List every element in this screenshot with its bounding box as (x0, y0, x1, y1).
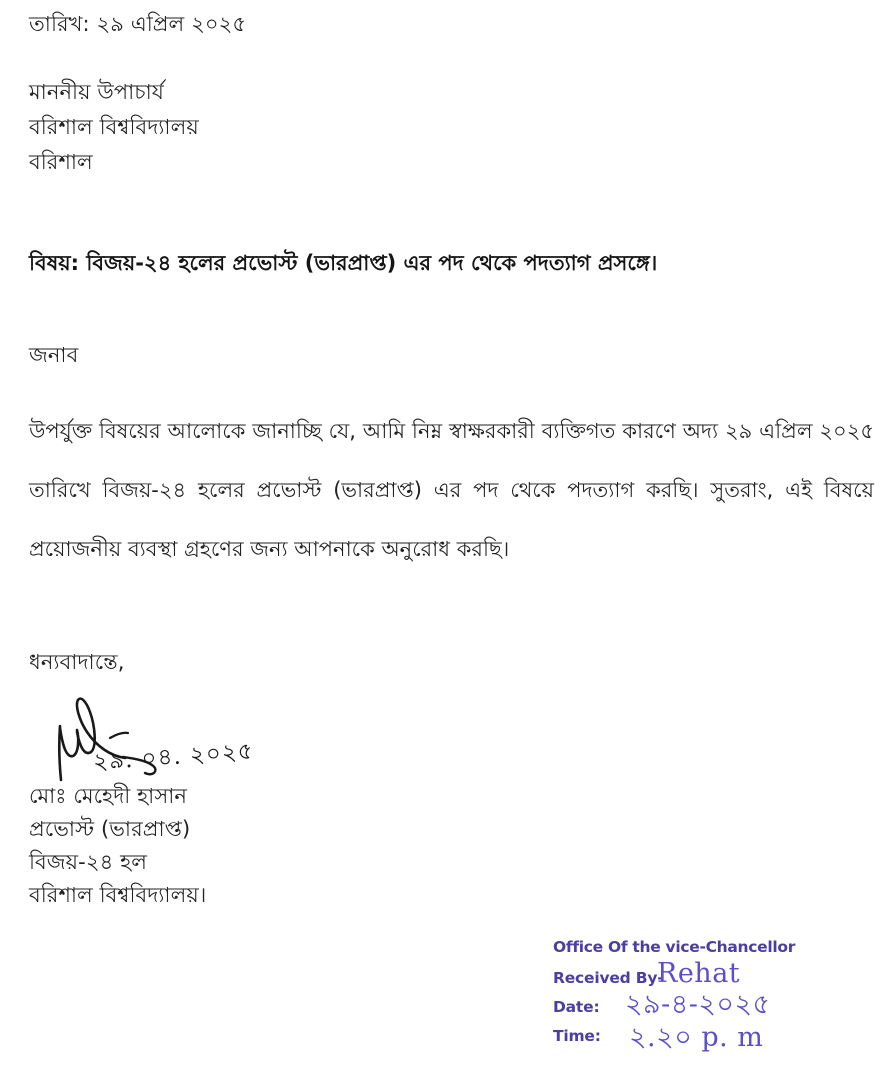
body-line-3: প্রয়োজনীয় ব্যবস্থা গ্রহণের জন্য আপনাকে অনুরোধ করছি। (29, 537, 510, 561)
stamp-time-row (553, 1022, 873, 1051)
closing-line: ধন্যবাদান্তে, (29, 650, 125, 674)
addressee-line-3: বরিশাল (29, 150, 93, 174)
stamp-time-value: ২.২০ p. m (629, 1022, 764, 1053)
addressee-line-1: মাননীয় উপাচার্য (29, 80, 164, 104)
signer-university: বরিশাল বিশ্ববিদ্যালয়। (29, 883, 207, 907)
stamp-date-row (553, 989, 873, 1020)
stamp-received-by-row (553, 958, 873, 990)
stamp-date-value: ২৯-৪-২০২৫ (625, 989, 771, 1020)
stamp-title: Office Of the vice-Chancellor (553, 938, 796, 956)
received-stamp (553, 938, 873, 1054)
signer-name: মোঃ মেহেদী হাসান (29, 784, 188, 808)
signer-designation: প্রভোস্ট (ভারপ্রাপ্ত) (29, 817, 191, 841)
stamp-received-by-label: Received By- (553, 969, 664, 987)
addressee-line-2: বরিশাল বিশ্ববিদ্যালয় (29, 115, 199, 139)
signer-hall: বিজয়-২৪ হল (29, 850, 147, 874)
addressee-block (29, 82, 199, 187)
subject-line: বিষয়: বিজয়-২৪ হলের প্রভোস্ট (ভারপ্রাপ্ত) এর পদ থেকে পদত্যাগ প্রসঙ্গে। (29, 251, 658, 275)
signer-block (29, 786, 206, 918)
body-paragraph (29, 415, 874, 592)
stamp-time-label: Time: (553, 1027, 601, 1045)
body-line-2: তারিখে বিজয়-২৪ হলের প্রভোস্ট (ভারপ্রাপ্ত) এর পদ থেকে পদত্যাগ করছি। সুতরাং, এই বিষয়ে (29, 478, 874, 502)
letter-body (25, 0, 874, 1077)
signature-date: ২৯. ০৪. ২০২৫ (92, 738, 255, 776)
salutation: জনাব (29, 343, 79, 367)
letter-date: তারিখ: ২৯ এপ্রিল ২০২৫ (29, 12, 247, 36)
body-line-1: উপর্যুক্ত বিষয়ের আলোকে জানাচ্ছি যে, আমি নিম্ন স্বাক্ষরকারী ব্যক্তিগত কারণে অদ্য ২৯ এপ্রিল ২০২৫ (29, 419, 874, 443)
stamp-received-by-value: Rehat (657, 958, 741, 989)
stamp-date-label: Date: (553, 998, 600, 1016)
